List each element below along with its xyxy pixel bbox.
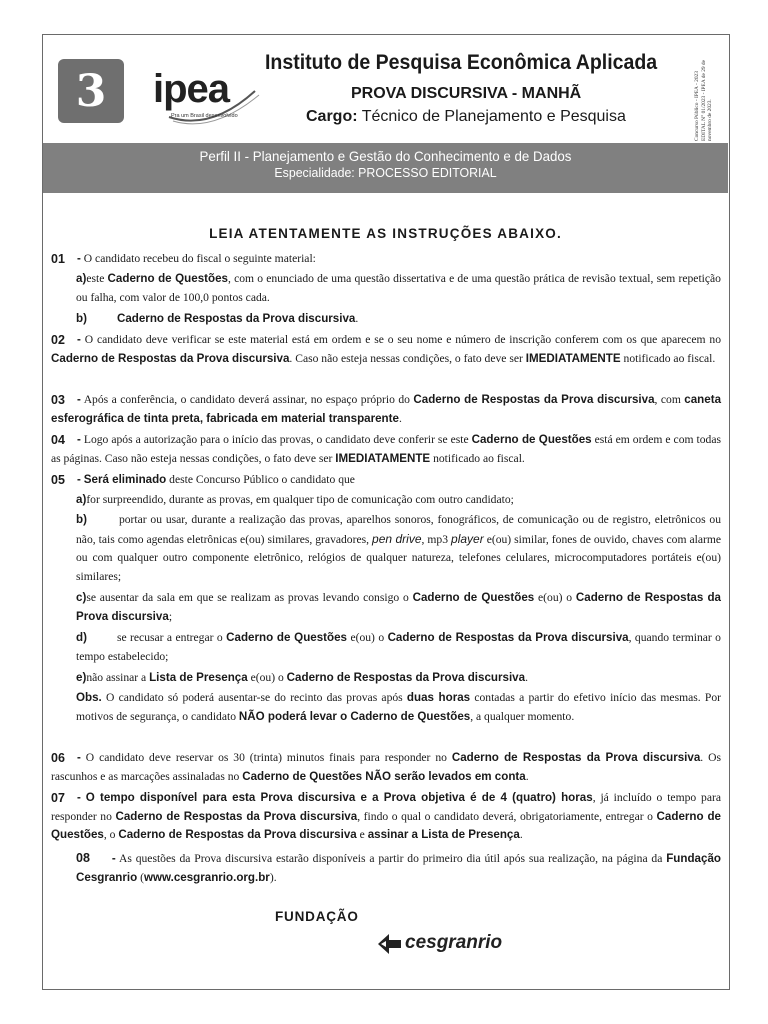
- obs-label: Obs.: [76, 691, 102, 704]
- exam-number-badge: 3: [58, 59, 124, 123]
- cesgranrio-arrow-icon: [375, 932, 403, 956]
- item-text: for surpreendido, durante as provas, em qualquer tipo de comunicação com outro candidato;: [86, 493, 514, 506]
- cesgranrio-logo: [375, 932, 515, 956]
- item-text: , quando terminar o tempo estabelecido;: [76, 631, 721, 663]
- item-number: 03: [51, 393, 65, 407]
- instruction-05c: [76, 589, 721, 626]
- item-bold: Será eliminado: [83, 473, 167, 486]
- item-bold: IMEDIATAMENTE: [525, 351, 621, 365]
- sub-label: a): [76, 493, 87, 506]
- item-text: está em ordem e com todas as páginas. Caso não esteja nessas condições, o fato deve ser: [51, 433, 721, 465]
- item-italic: player: [451, 531, 484, 546]
- item-text: e(ou) o: [534, 591, 576, 604]
- side-note-text: Concurso Público - IPEA - 2023 EDITAL N° 01/2023 - IPEA de 29 de novembro de 2023.: [694, 59, 714, 141]
- item-text: , findo o qual o candidato deverá, obrigatoriamente, entregar o: [357, 809, 657, 823]
- cargo-value: Técnico de Planejamento e Pesquisa: [361, 108, 626, 125]
- item-text: se recusar a entregar o: [116, 631, 227, 644]
- instruction-08: 08 - As questões da Prova discursiva estarão disponíveis a partir do primeiro dia útil após sua realização, na página da Fundação Cesgranrio (www.cesgranrio.org.br).: [76, 851, 721, 884]
- item-bold: Caderno de Questões: [51, 809, 721, 841]
- item-text: As questões da Prova discursiva estarão disponíveis a partir do primeiro dia útil após sua realização, na página da: [118, 852, 667, 865]
- side-note: [694, 55, 728, 141]
- instruction-03: 03 - Após a conferência, o candidato deverá assinar, no espaço próprio do Caderno de Respostas da Prova discursiva, com caneta esferográfica de tinta preta, fabricada em material transparente.: [51, 393, 722, 425]
- item-text: .: [519, 828, 523, 841]
- item-bold: Caderno de Questões: [107, 272, 228, 285]
- specialty-line: Especialidade: PROCESSO EDITORIAL: [274, 165, 497, 180]
- item-number: 06: [51, 751, 65, 765]
- item-bold: caneta esferográfica de tinta preta, fabricada em material transparente: [51, 393, 722, 425]
- logo-tagline: Pra um Brasil desenvolvido: [171, 113, 238, 119]
- instruction-02: 02 - O candidato deve verificar se este material está em ordem e se o seu nome e número de inscrição conferem com os que aparecem no Caderno de Respostas da Prova discursiva. Caso não esteja nessas condições, o fato deve ser IMEDIATAMENTE notificado ao fiscal.: [51, 333, 722, 365]
- sub-label: c): [76, 591, 87, 604]
- item-text: e: [356, 828, 368, 841]
- item-bold: Caderno de Respostas da Prova discursiva: [116, 312, 356, 325]
- item-bold: NÃO poderá levar o Caderno de Questões: [238, 709, 471, 723]
- logo-word: ipea: [153, 67, 230, 111]
- item-text: O candidato deve reservar os 30 (trinta) minutos finais para responder no: [85, 751, 452, 764]
- item-bold: Caderno de Respostas da Prova discursiva: [413, 393, 655, 406]
- item-bold: Caderno de Respostas da Prova discursiva: [118, 828, 357, 841]
- cesgranrio-wordmark: cesgranrio: [405, 932, 503, 953]
- sub-label: e): [76, 671, 87, 684]
- item-text: ).: [269, 870, 277, 884]
- item-number: 01: [51, 252, 65, 266]
- item-bold: assinar a Lista de Presença: [367, 828, 520, 841]
- item-bold: Caderno de Questões: [412, 591, 535, 604]
- item-text: , com o enunciado de uma questão dissertativa e de uma questão prática de revisão textual, sem repetição ou falha, com valor de 100,0 pontos cada.: [76, 272, 721, 304]
- item-text: e(ou) o: [347, 631, 388, 644]
- item-text: portar ou usar, durante a realização das provas, aparelhos sonoros, fonográficos, de comunicação ou de registro, eletrônicos ou não, tais como agendas eletrônicas e(ou) similares, gravadores,: [76, 513, 721, 546]
- item-text: O candidato recebeu do fiscal o seguinte material:: [83, 252, 316, 265]
- header: [43, 35, 728, 143]
- item-text: Logo após a autorização para o início das provas, o candidato deve conferir se este: [83, 433, 472, 446]
- item-text: .: [525, 769, 529, 783]
- instruction-01: 01 - O candidato recebeu do fiscal o seguinte material:: [51, 250, 721, 269]
- fundacao-label: FUNDAÇÃO: [275, 909, 359, 924]
- item-text: . Caso não esteja nessas condições, o fato deve ser: [289, 351, 526, 365]
- instruction-05d: [76, 629, 721, 666]
- item-bold: Caderno de Respostas da Prova discursiva: [451, 751, 701, 764]
- item-text: . Os rascunhos e as marcações assinaladas no: [51, 751, 721, 783]
- sub-label: d): [76, 631, 87, 644]
- item-text: não assinar a: [86, 671, 150, 684]
- instruction-05: 05 - Será eliminado deste Concurso Público o candidato que: [51, 471, 721, 490]
- item-text: , com: [654, 393, 685, 406]
- item-text: , mp3: [421, 532, 452, 546]
- item-text: notificado ao fiscal.: [430, 451, 525, 465]
- instructions-title: LEIA ATENTAMENTE AS INSTRUÇÕES ABAIXO.: [209, 226, 562, 241]
- instruction-04: 04 - Logo após a autorização para o início das provas, o candidato deve conferir se este Caderno de Questões está em ordem e com todas as páginas. Caso não esteja nessas condições, o fato deve ser IMEDIATAMENTE notificado ao fiscal.: [51, 433, 721, 465]
- item-text: O candidato só poderá ausentar-se do recinto das provas após: [101, 691, 407, 704]
- item-text: , o: [103, 828, 119, 841]
- item-bold: Caderno de Respostas da Prova discursiva: [115, 809, 358, 823]
- item-text: contadas a partir do efetivo início das mesmas. Por motivos de segurança, o candidato: [76, 691, 721, 723]
- instruction-05e: [76, 669, 721, 688]
- ipea-logo: [151, 61, 263, 131]
- item-text: , a qualquer momento.: [470, 709, 575, 723]
- item-bold: Caderno de Questões NÃO serão levados em conta: [242, 769, 526, 783]
- item-number: 05: [51, 473, 65, 487]
- instruction-01a: [76, 270, 721, 307]
- item-text: , já incluído o tempo para responder no: [51, 791, 721, 823]
- item-bold: IMEDIATAMENTE: [335, 451, 431, 465]
- item-text: (: [137, 870, 144, 884]
- sub-label: a): [76, 272, 87, 285]
- item-text: notificado ao fiscal.: [620, 351, 716, 365]
- item-number: 02: [51, 333, 65, 347]
- item-bold: Caderno de Respostas da Prova discursiva: [51, 351, 290, 365]
- item-bold: Caderno de Respostas da Prova discursiva: [76, 591, 721, 623]
- instruction-07: 07 - O tempo disponível para esta Prova discursiva e a Prova objetiva é de 4 (quatro) horas, já incluído o tempo para responder no Caderno de Respostas da Prova discursiva, findo o qual o candidato deverá, obrigatoriamente, entregar o Caderno de Questões, o Caderno de Respostas da Prova discursiva e assinar a Lista de Presença.: [51, 791, 721, 841]
- sub-label: b): [76, 312, 87, 325]
- profile-line: Perfil II - Planejamento e Gestão do Conhecimento e de Dados: [199, 148, 572, 164]
- item-text: .: [355, 312, 359, 325]
- exam-title: PROVA DISCURSIVA - MANHÃ: [351, 85, 582, 102]
- institute-title: Instituto de Pesquisa Econômica Aplicada: [265, 51, 658, 74]
- item-text: e(ou) similar, fones de ouvido, chaves com alarme ou com qualquer outro componente eletrônico, relógios de qualquer natureza, telefones celulares, microcomputadores portáteis e(ou) similares;: [76, 532, 721, 583]
- item-text: deste Concurso Público o candidato que: [166, 473, 355, 486]
- item-text: e(ou) o: [247, 671, 287, 684]
- item-bold: Caderno de Respostas da Prova discursiva: [387, 631, 629, 644]
- item-text: Após a conferência, o candidato deverá assinar, no espaço próprio do: [83, 393, 414, 406]
- item-bold: Caderno de Questões: [226, 631, 348, 644]
- item-number: 08: [76, 851, 90, 865]
- instruction-06: 06 - O candidato deve reservar os 30 (trinta) minutos finais para responder no Caderno de Respostas da Prova discursiva. Os rascunhos e as marcações assinaladas no Caderno de Questões NÃO serão levados em conta.: [51, 751, 721, 783]
- item-bold: Caderno de Questões: [471, 433, 592, 446]
- item-number: 07: [51, 791, 65, 805]
- instruction-01b: [76, 310, 721, 329]
- page-frame: [42, 34, 730, 990]
- obs-note: [76, 689, 721, 726]
- cargo-label: Cargo:: [306, 108, 358, 125]
- instruction-05a: [76, 491, 721, 510]
- item-text: se ausentar da sala em que se realizam as provas levando consigo o: [86, 591, 413, 604]
- item-italic: pen drive: [372, 531, 422, 546]
- item-bold: Fundação Cesgranrio: [76, 852, 721, 884]
- item-text: ;: [168, 609, 173, 623]
- item-bold: O tempo disponível para esta Prova discursiva e a Prova objetiva é de 4 (quatro) horas: [85, 791, 593, 804]
- item-bold: duas horas: [406, 691, 471, 704]
- profile-band: [43, 143, 728, 193]
- item-text: este: [86, 272, 108, 285]
- cargo-line: [306, 108, 626, 126]
- item-text: .: [525, 671, 528, 684]
- sub-label: b): [76, 513, 87, 526]
- item-bold: www.cesgranrio.org.br: [143, 870, 270, 884]
- item-text: O candidato deve verificar se este material está em ordem e se o seu nome e número de inscrição conferem com os que aparecem no: [84, 333, 722, 346]
- item-text: .: [398, 411, 402, 425]
- item-number: 04: [51, 433, 65, 447]
- item-bold: Caderno de Respostas da Prova discursiva: [286, 671, 526, 684]
- item-bold: Lista de Presença: [149, 671, 248, 684]
- instruction-05b: [76, 511, 721, 586]
